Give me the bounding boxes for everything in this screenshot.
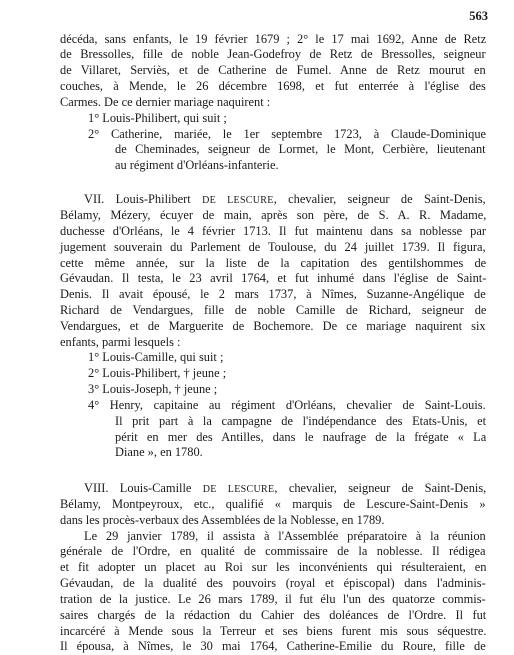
particle-small-caps: DE LESCURE [202,484,275,495]
text-line: cette même année, sur la liste de la capitation des gentilshommes de [60,256,487,270]
text-line: Carmes. De ce dernier mariage naquirent : [60,95,271,109]
text-line: périt en mer des Antilles, dans le naufrage de la frégate « La [115,430,487,444]
text-line: incarcéré à Mende sous la Terreur et ses biens furent mis sous séquestre. [60,624,487,638]
text-line: de Cheminades, seigneur de Lormet, le Mont, Cerbière, lieutenant [115,142,486,156]
text-line: Gévaudan. Il testa, le 23 avril 1764, et fut inhumé dans l'église de Saint- [60,271,487,285]
text-line: 4° Henry, capitaine au régiment d'Orléans, chevalier de Saint-Louis. [88,398,486,412]
text-line: de Bressolles, fille de noble Jean-Godefroy de Retz de Bressolles, seigneur [60,47,486,61]
entry-name: VIII. Louis-Camille [84,481,203,495]
text-line: et fit adopter un placet au Roi sur les inconvénients qui résulteraient, en [60,560,487,574]
text-line: 2° Catherine, mariée, le 1er septembre 1723, à Claude-Dominique [88,127,487,141]
entry-name: VII. Louis-Philibert [84,192,203,206]
text-line: Bélamy, Montpeyroux, etc., qualifié « marquis de Lescure-Saint-Denis » [60,497,486,511]
text-line: 2° Louis-Philibert, † jeune ; [88,366,227,380]
text-line: jugement souverain du Parlement de Toulouse, du 24 juillet 1739. Il figura, [60,240,486,254]
text-line: Il épousa, à Nîmes, le 30 mai 1764, Catherine-Emilie du Roure, fille de [60,639,486,653]
text-line: Gévaudan, de la dualité des pouvoirs (royal et épiscopal) dans l'adminis- [60,576,486,590]
text-line: 1° Louis-Philibert, qui suit ; [88,111,227,125]
text-line: enfants, parmi lesquels : [60,335,181,349]
text-line: Bélamy, Mézery, écuyer de main, après son père, de S. A. R. Madame, [60,208,487,222]
text-line: générale de l'Ordre, en qualité de commissaire de la noblesse. Il rédigea [60,544,486,558]
text-line: Il prit part à la campagne de l'indépendance des Etats-Unis, et [115,414,487,428]
text-line: Richard de Vendargues, fille de noble Camille de Richard, seigneur de [60,303,487,317]
text-line: tration de la justice. Le 26 mars 1789, il fut élu l'un des quatorze commis- [60,592,486,606]
text-line: 3° Louis-Joseph, † jeune ; [88,382,218,396]
text-line: dans les procès-verbaux des Assemblées de la Noblesse, en 1789. [60,513,385,527]
text-line: Le 29 janvier 1789, il assista à l'Assemblée préparatoire à la réunion [84,529,486,543]
text-line: 1° Louis-Camille, qui suit ; [88,350,224,364]
entry-title: , chevalier, seigneur de Saint-Denis, [273,192,486,206]
text-line: duchesse d'Orléans, le 4 février 1713. Il fut maintenu dans sa noblesse par [60,224,486,238]
entry-title: , chevalier, seigneur de Saint-Denis, [274,481,487,495]
page-number: 563 [469,9,488,23]
text-line: de Villaret, Serviès, et de Catherine de Fumel. Anne de Retz mourut en [60,63,486,77]
particle-small-caps: DE LESCURE [202,195,274,206]
text-line: Denis. Il avait épousé, le 2 mars 1737, à Nîmes, Suzanne-Angélique de [60,287,486,301]
text-line: au régiment d'Orléans-infanterie. [115,158,279,172]
text-line: couches, à Mende, le 26 décembre 1698, et fut enterrée à l'église des [60,79,486,93]
text-line: Diane », en 1780. [115,445,203,459]
text-line: décéda, sans enfants, le 19 février 1679 ; 2° le 17 mai 1692, Anne de Retz [60,32,487,46]
text-line: saires chargés de la rédaction du Cahier des doléances de l'Ordre. Il fut [60,608,487,622]
text-line: Vendargues, et de Marguerite de Bochemore. De ce mariage naquirent six [60,319,486,333]
